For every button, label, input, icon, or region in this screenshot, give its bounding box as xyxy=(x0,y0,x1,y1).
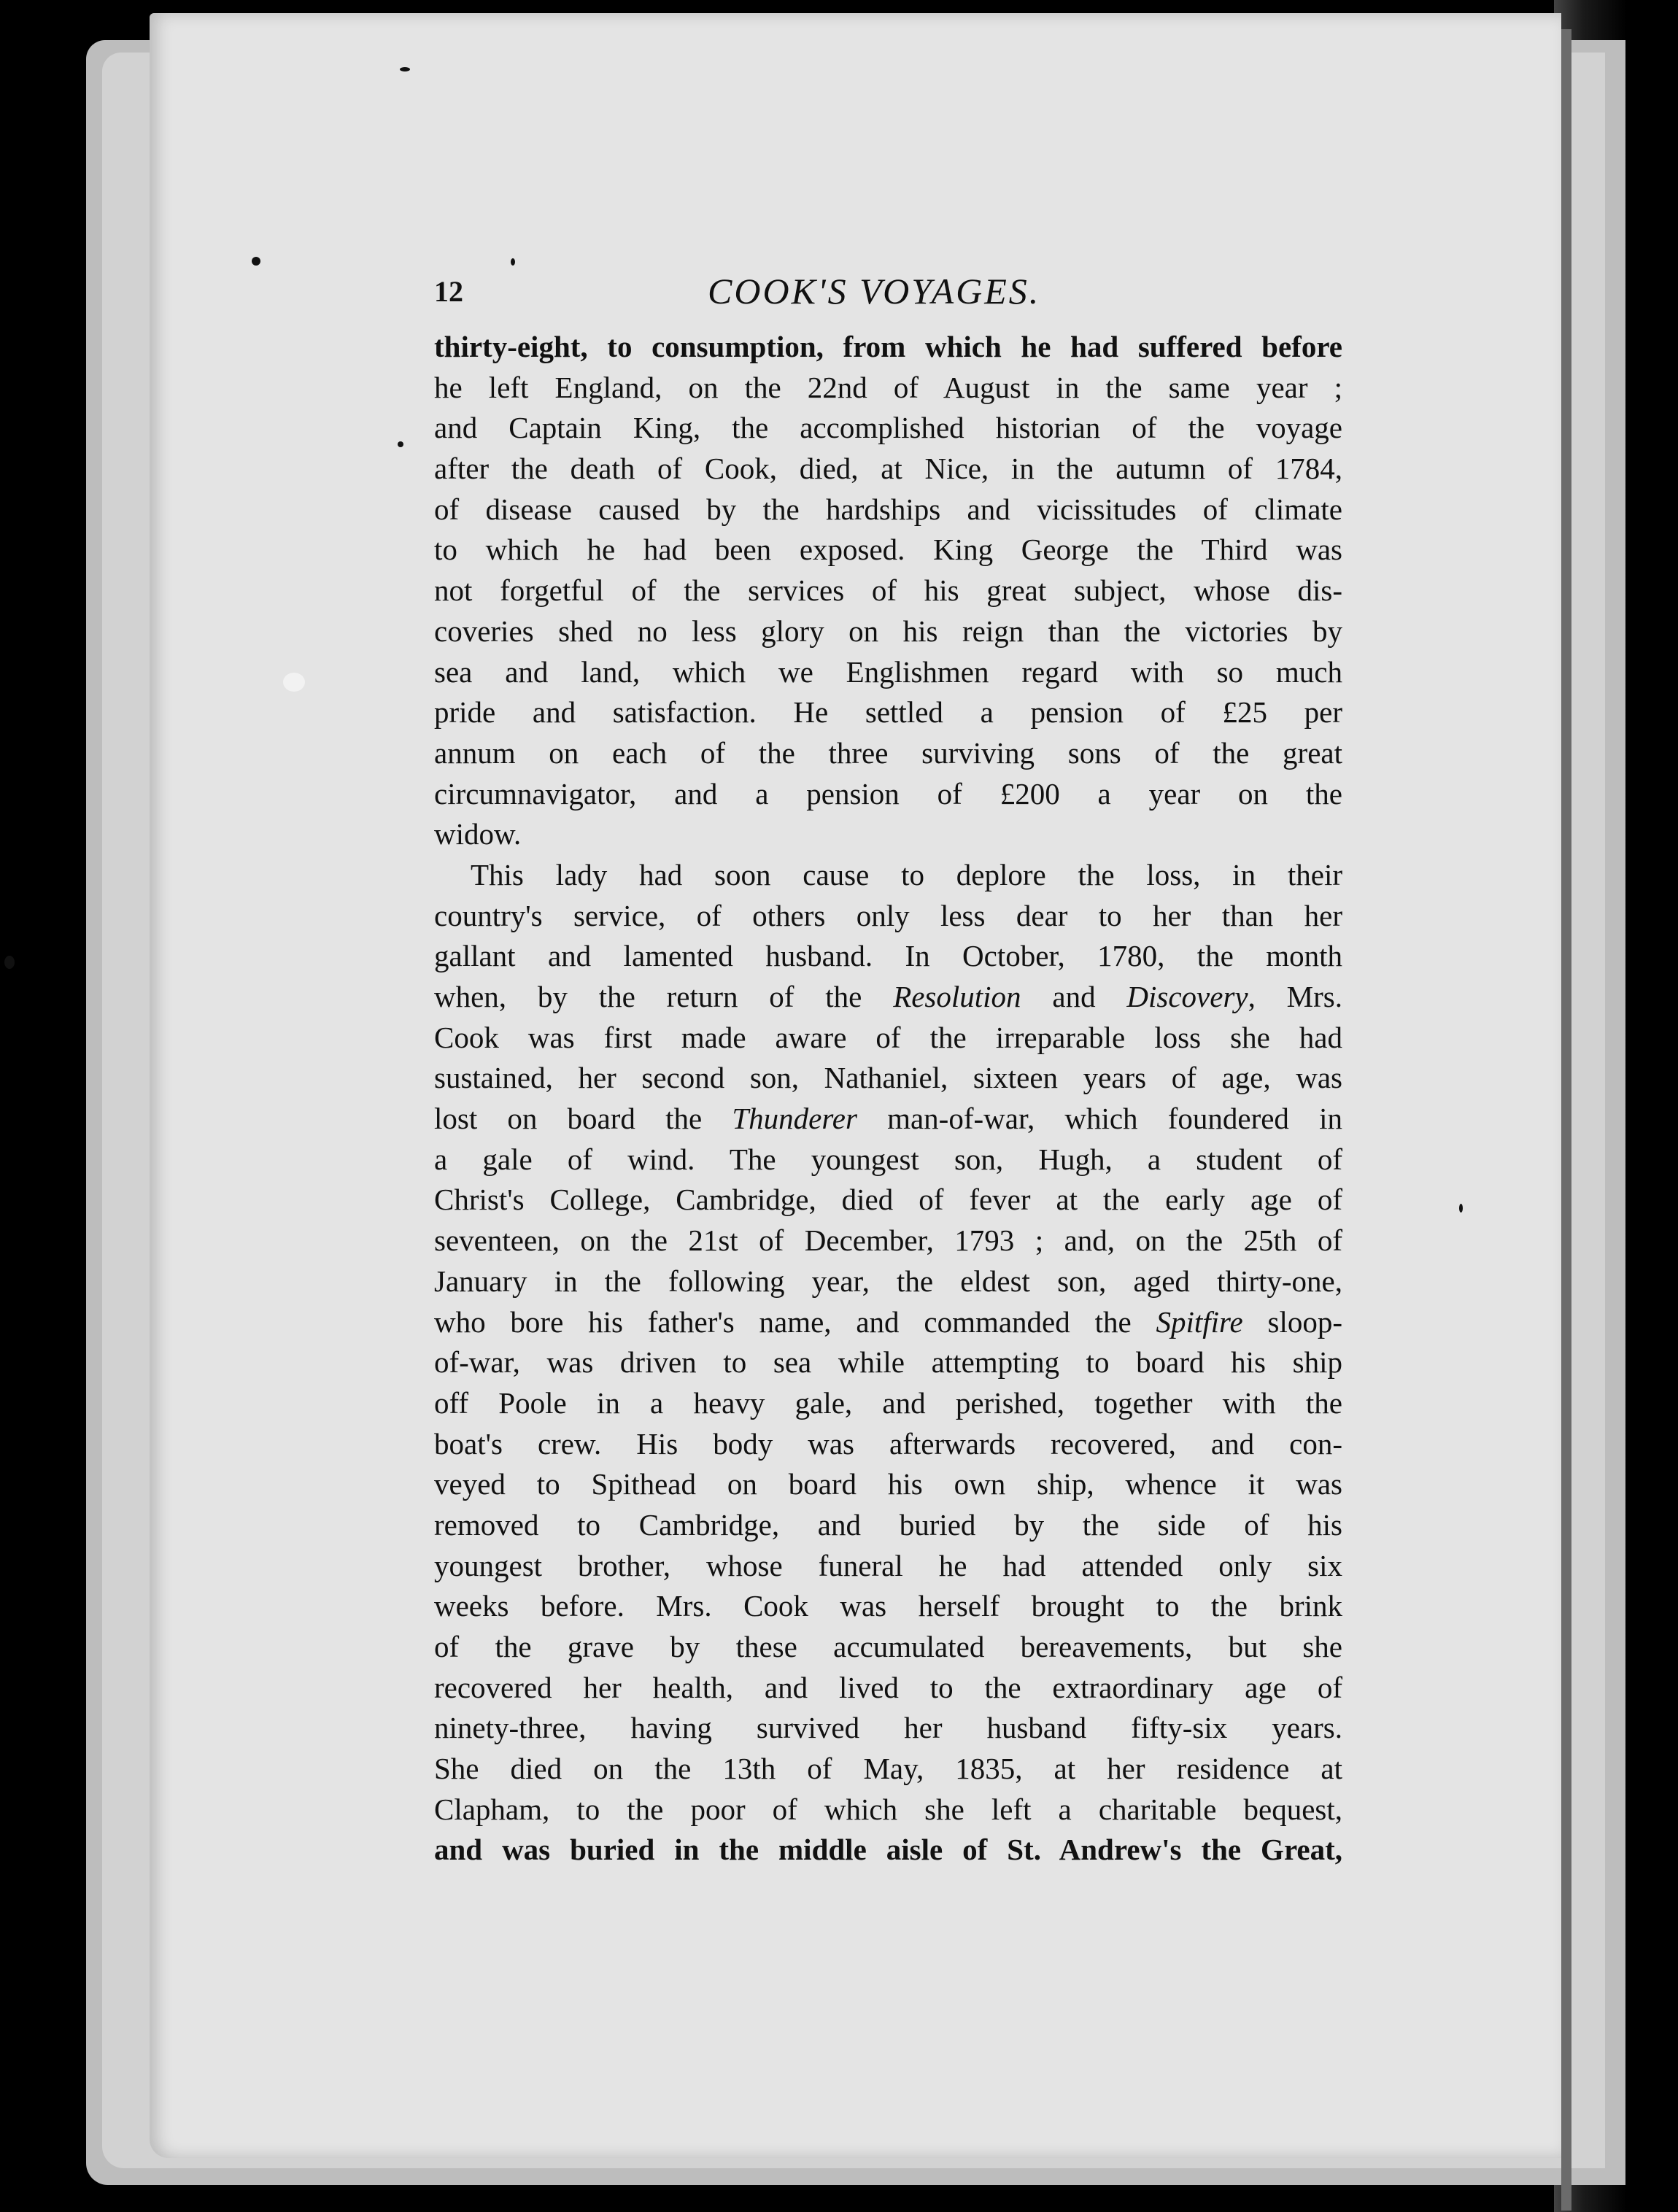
text-line: widow. xyxy=(434,817,522,851)
book-spine-edge xyxy=(1561,29,1571,2211)
running-head: COOK'S VOYAGES. xyxy=(708,271,1041,312)
text-line: youngest brother, whose funeral he had attended only six xyxy=(434,1548,1342,1582)
text-line: sea and land, which we Englishmen regard with so much xyxy=(434,654,1342,689)
text-line: lost on board the Thunderer man-of-war, which foundered in xyxy=(434,1102,1342,1136)
text-line: to which he had been exposed. King George the Third was xyxy=(434,533,1342,567)
text-line: who bore his father's name, and commanded the Spitfire sloop- xyxy=(434,1304,1343,1339)
text-line: pride and satisfaction. He settled a pension of £25 per xyxy=(434,695,1342,730)
ship-name: Discovery xyxy=(1126,980,1248,1013)
text-line: January in the following year, the eldest son, aged thirty-one, xyxy=(434,1264,1342,1298)
text-line: annum on each of the three surviving sons of the great xyxy=(434,735,1342,770)
text-line: of the grave by these accumulated bereavements, but she xyxy=(434,1630,1342,1663)
ship-name: Spitfire xyxy=(1156,1304,1243,1339)
ink-speck xyxy=(1459,1204,1463,1213)
text-line: and was buried in the middle aisle of St. Andrew's the Great, xyxy=(434,1833,1342,1867)
ink-speck xyxy=(252,257,260,266)
text-line: off Poole in a heavy gale, and perished, together with the xyxy=(434,1385,1342,1420)
text-line: Christ's College, Cambridge, died of fever at the early age of xyxy=(434,1183,1342,1217)
ship-name: Thunderer xyxy=(732,1102,857,1136)
text-line: Cook was first made aware of the irreparable loss she had xyxy=(434,1020,1342,1054)
text-line: not forgetful of the services of his great subject, whose dis- xyxy=(434,573,1342,608)
text-line: of-war, was driven to sea while attempting to board his ship xyxy=(434,1345,1342,1380)
text-line: after the death of Cook, died, at Nice, in the autumn of 1784, xyxy=(434,452,1342,486)
ink-speck xyxy=(398,441,403,447)
text-line: a gale of wind. The youngest son, Hugh, a student of xyxy=(434,1142,1342,1176)
text-line: circumnavigator, and a pension of £200 a year on the xyxy=(434,776,1342,811)
text-line: weeks before. Mrs. Cook was herself brought to the brink xyxy=(434,1589,1342,1623)
page-header xyxy=(434,270,1353,321)
text-line: Clapham, to the poor of which she left a charitable bequest, xyxy=(434,1792,1342,1826)
text-line: sustained, her second son, Nathaniel, sixteen years of age, was xyxy=(434,1061,1342,1095)
page-number: 12 xyxy=(434,275,463,308)
ship-name: Resolution xyxy=(893,980,1021,1013)
text-line: removed to Cambridge, and buried by the side of his xyxy=(434,1507,1342,1542)
body-text xyxy=(434,327,1342,1871)
text-line: coveries shed no less glory on his reign than the victories by xyxy=(434,614,1342,648)
ink-speck xyxy=(400,67,410,71)
text-line: thirty-eight, to consumption, from which he had suffered before xyxy=(434,330,1342,363)
ink-speck xyxy=(511,258,515,266)
text-line: veyed to Spithead on board his own ship, whence it was xyxy=(434,1467,1342,1501)
text-line: She died on the 13th of May, 1835, at her residence at xyxy=(434,1752,1342,1786)
paper-blemish xyxy=(283,673,305,692)
text-line: country's service, of others only less dear to her than her xyxy=(434,898,1342,932)
ink-speck xyxy=(4,956,15,969)
text-line: gallant and lamented husband. In October, 1780, the month xyxy=(434,939,1342,973)
text-line: boat's crew. His body was afterwards recovered, and con- xyxy=(434,1426,1342,1461)
text-line: he left England, on the 22nd of August in the same year ; xyxy=(434,370,1342,404)
text-line: recovered her health, and lived to the extraordinary age of xyxy=(434,1670,1342,1704)
text-line: when, by the return of the Resolution and Discovery, Mrs. xyxy=(434,980,1342,1013)
text-line: seventeen, on the 21st of December, 1793 ; and, on the 25th of xyxy=(434,1223,1342,1258)
text-line: ninety-three, having survived her husband fifty-six years. xyxy=(434,1711,1342,1745)
text-line: and Captain King, the accomplished historian of the voyage xyxy=(434,411,1342,445)
text-line: of disease caused by the hardships and vicissitudes of climate xyxy=(434,492,1342,526)
text-line: This lady had soon cause to deplore the loss, in their xyxy=(471,857,1342,892)
